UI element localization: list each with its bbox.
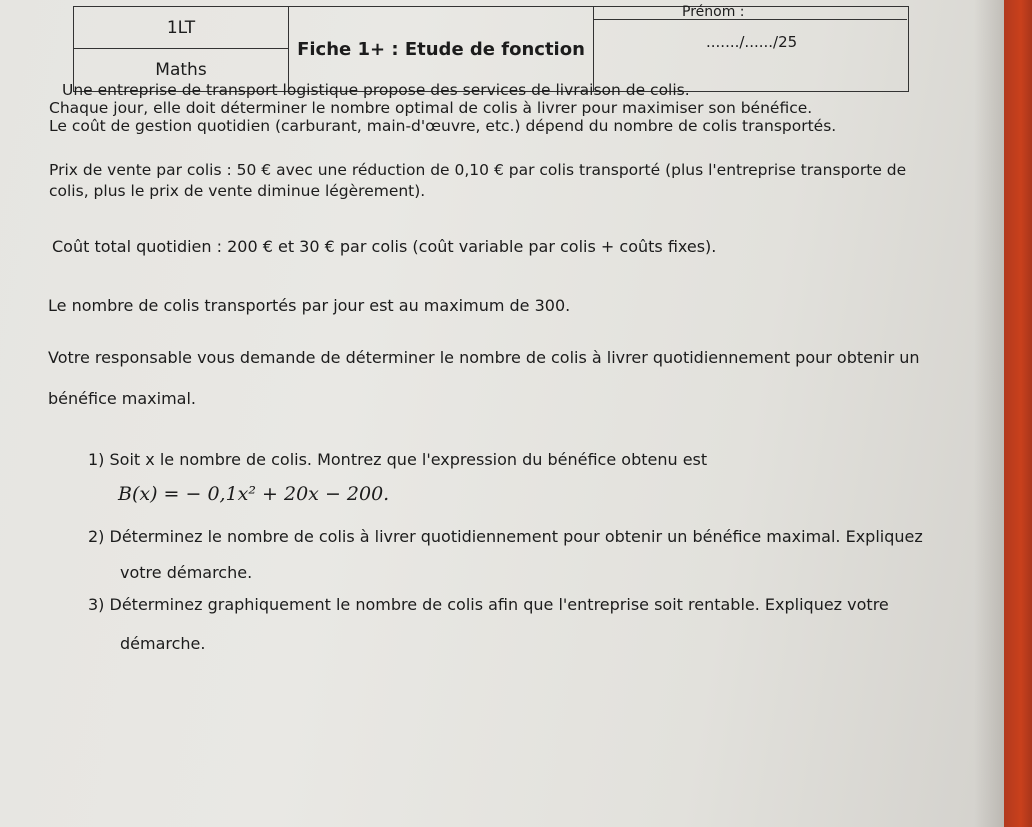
question-2-text: 2) Déterminez le nombre de colis à livrer quotidiennement pour obtenir un bénéfice maximal. Expliquez [88, 527, 923, 546]
subject-label: Maths [155, 60, 207, 80]
benefit-formula: B(x) = − 0,1x² + 20x − 200. [118, 483, 390, 505]
page-edge-shadow [974, 0, 1004, 827]
name-row [594, 7, 907, 20]
question-3-text: 3) Déterminez graphiquement le nombre de colis afin que l'entreprise soit rentable. Expliquez votre [88, 595, 889, 614]
header-table [73, 6, 909, 92]
name-label: Prénom : [682, 4, 745, 20]
background-red-edge [1004, 0, 1032, 827]
intro-line-1: Une entreprise de transport logistique propose des services de livraison de colis. [62, 81, 690, 99]
cost-line: Coût total quotidien : 200 € et 30 € par colis (coût variable par colis + coûts fixes). [52, 237, 717, 256]
intro-line-2: Chaque jour, elle doit déterminer le nombre optimal de colis à livrer pour maximiser son bénéfice. [49, 99, 813, 117]
class-label: 1LT [74, 7, 288, 49]
question-3-continuation: démarche. [120, 634, 206, 653]
price-line-2: colis, plus le prix de vente diminue légèrement). [49, 182, 426, 200]
header-left-column [74, 7, 289, 91]
worksheet-title: Fiche 1+ : Etude de fonction [289, 7, 594, 91]
score-label: ......./....../25 [706, 33, 798, 51]
question-2-continuation: votre démarche. [120, 563, 253, 582]
question-1-text: 1) Soit x le nombre de colis. Montrez que l'expression du bénéfice obtenu est [88, 450, 708, 469]
intro-line-3: Le coût de gestion quotidien (carburant, main-d'œuvre, etc.) dépend du nombre de colis transportés. [49, 117, 837, 135]
header-right-column [594, 4, 907, 91]
max-colis-line: Le nombre de colis transportés par jour est au maximum de 300. [48, 296, 571, 315]
task-line-2: bénéfice maximal. [48, 389, 197, 408]
task-line-1: Votre responsable vous demande de déterminer le nombre de colis à livrer quotidiennement pour obtenir un [48, 348, 920, 367]
price-line-1: Prix de vente par colis : 50 € avec une réduction de 0,10 € par colis transporté (plus l'entreprise transporte de [49, 161, 907, 179]
